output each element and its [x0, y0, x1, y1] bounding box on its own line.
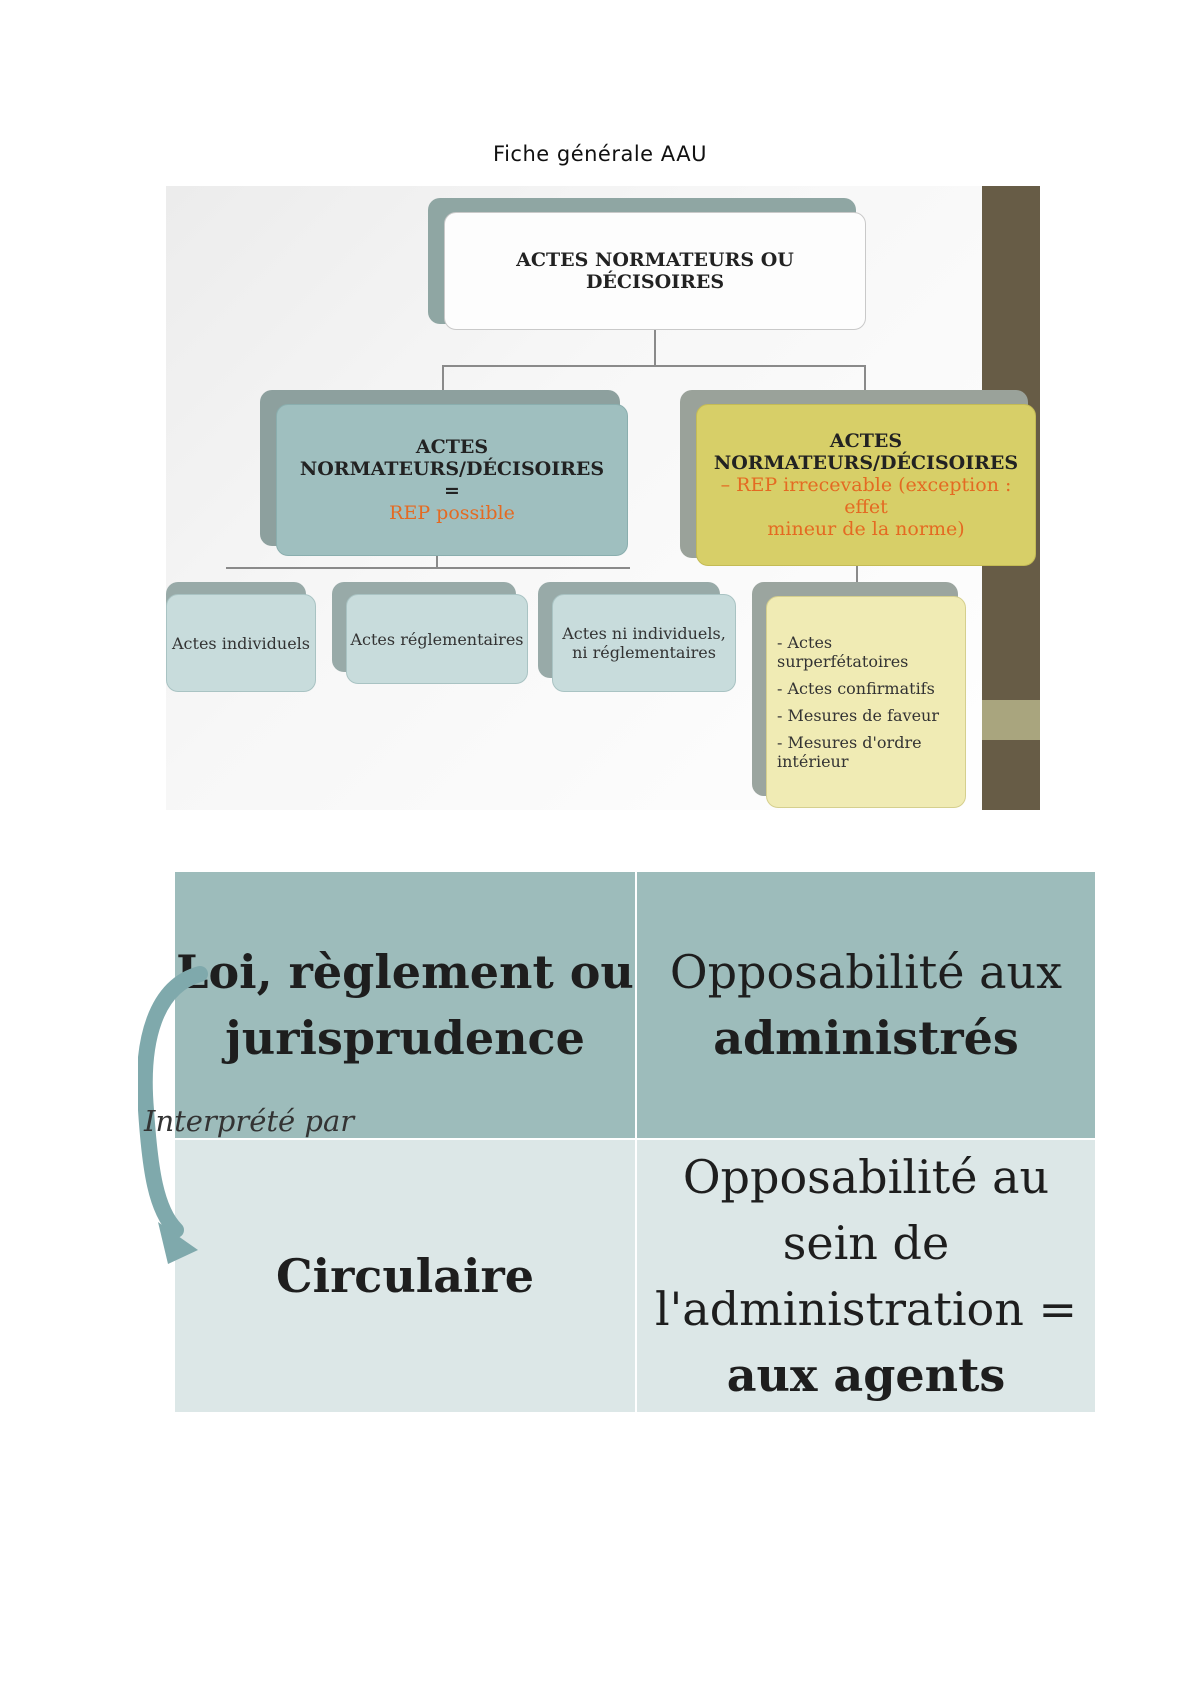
- right-branch-rep-line2: mineur de la norme): [767, 518, 965, 540]
- left-branch-rep: REP possible: [389, 502, 515, 524]
- left-branch-line1: ACTES: [415, 436, 489, 458]
- connector-right-down: [864, 365, 866, 391]
- cell-circulaire-label: Circulaire: [275, 1249, 535, 1303]
- left-branch-line2: NORMATEURS/DÉCISOIRES: [299, 458, 605, 480]
- cell-opposabilite-administres: [637, 872, 1095, 1138]
- opposability-table: [175, 872, 1095, 1412]
- right-branch-line1: ACTES: [829, 430, 903, 452]
- slide-sidebar-accent: [982, 700, 1040, 740]
- left-branch-line3: =: [444, 480, 460, 502]
- child-actes-ni-line2: ni réglementaires: [572, 643, 716, 662]
- diagram-slide: [166, 186, 1040, 810]
- cell-opp-agents-line1: Opposabilité au: [682, 1150, 1050, 1204]
- child-actes-ni: [552, 594, 736, 692]
- page-title: Fiche générale AAU: [493, 142, 707, 166]
- list-item: - Actes surperfétatoires: [777, 633, 909, 671]
- cell-opp-admin-line2: administrés: [713, 1011, 1019, 1065]
- child-actes-ni-line1: Actes ni individuels,: [562, 624, 726, 643]
- child-actes-individuels-label: Actes individuels: [172, 633, 310, 653]
- list-item: - Actes confirmatifs: [777, 679, 935, 698]
- connector-left-stub: [436, 556, 438, 568]
- cell-opp-admin-line1: Opposabilité aux: [669, 945, 1063, 999]
- cell-loi-line1: Loi, règlement ou: [176, 945, 634, 999]
- list-item: - Mesures de faveur: [777, 706, 939, 725]
- cell-opposabilite-agents: [637, 1140, 1095, 1412]
- cell-opp-agents-line3: l'administration =: [654, 1282, 1078, 1336]
- left-branch-node: [276, 404, 628, 556]
- root-node-line2: DÉCISOIRES: [585, 271, 725, 293]
- cell-loi-line2: jurisprudence: [225, 1011, 585, 1065]
- connector-top-horizontal: [442, 365, 866, 367]
- interprete-par-label: Interprété par: [144, 1104, 355, 1138]
- cell-opp-agents-line4: aux agents: [726, 1348, 1006, 1402]
- right-branch-line2: NORMATEURS/DÉCISOIRES: [713, 452, 1019, 474]
- list-item: - Mesures d'ordre intérieur: [777, 733, 922, 771]
- connector-root-down: [654, 330, 656, 366]
- right-branch-rep-line1: – REP irrecevable (exception : effet: [720, 474, 1012, 518]
- root-node: [444, 212, 866, 330]
- root-node-line1: ACTES NORMATEURS OU: [516, 249, 794, 271]
- child-actes-individuels: [166, 594, 316, 692]
- right-children-list: [766, 596, 966, 808]
- child-actes-reglementaires: [346, 594, 528, 684]
- right-branch-node: [696, 404, 1036, 566]
- connector-left-down: [442, 365, 444, 391]
- cell-circulaire: [175, 1140, 635, 1412]
- connector-left-children: [226, 567, 630, 569]
- cell-opp-agents-line2: sein de: [782, 1216, 950, 1270]
- child-actes-reglementaires-label: Actes réglementaires: [350, 629, 524, 649]
- cell-loi-reglement: [175, 872, 635, 1138]
